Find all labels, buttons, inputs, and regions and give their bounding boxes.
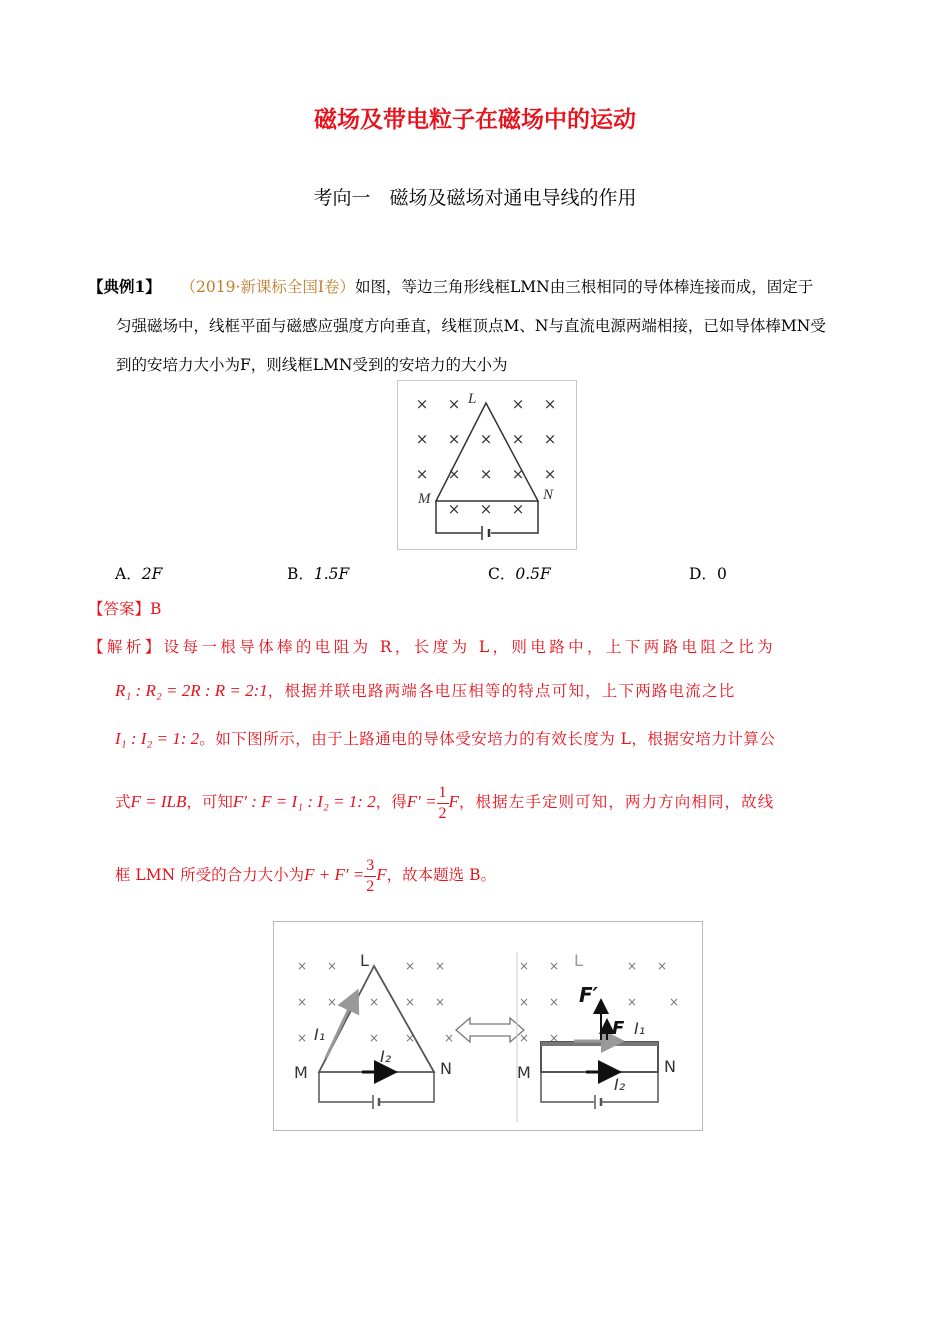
equation-total-force: F + F′ = $\frac{3}{2}$ F xyxy=(304,856,387,895)
svg-text:×: × xyxy=(656,959,668,973)
analysis-line-5: 框 LMN 所受的合力大小为F + F′ = $\frac{3}{2}$ F，故本题选 B。 xyxy=(115,856,496,895)
analysis-line-1: 【解析】设每一根导体棒的电阻为 R，长度为 L，则电路中，上下两路电阻之比为 xyxy=(88,638,777,656)
analysis-line-3: I₁ : I₂ = 1: 2。如下图所示，由于上路通电的导体受安培力的有效长度为 L，根据安培力计算公 xyxy=(115,729,776,748)
svg-text:×: × xyxy=(518,1031,530,1045)
example-text-2: 匀强磁场中，线框平面与磁感应强度方向垂直，线框顶点M、N与直流电源两端相接，已如导体棒MN受 xyxy=(116,317,826,335)
svg-text:×: × xyxy=(626,959,638,973)
svg-text:L: L xyxy=(574,951,583,970)
equation-force-ratio: F′ : F = I₁ : I₂ = 1: 2 xyxy=(232,792,376,811)
svg-text:F: F xyxy=(612,1018,625,1039)
svg-text:×: × xyxy=(543,465,557,483)
svg-text:×: × xyxy=(518,959,530,973)
answer-value: B xyxy=(150,600,162,618)
label-L: L xyxy=(468,391,477,407)
svg-text:×: × xyxy=(447,395,461,413)
triangle-circuit-figure xyxy=(397,380,577,550)
option-d: D．0 xyxy=(689,565,727,583)
svg-text:M: M xyxy=(517,1063,531,1082)
svg-text:×: × xyxy=(326,995,338,1009)
svg-text:F′: F′ xyxy=(579,983,598,1007)
equation-resistance-ratio: R₁ : R₂ = 2R : R = 2:1 xyxy=(115,681,268,700)
section-subtitle: 考向一 磁场及磁场对通电导线的作用 xyxy=(313,187,637,209)
svg-text:×: × xyxy=(404,995,416,1009)
option-b: B．1.5F xyxy=(287,565,350,583)
svg-text:×: × xyxy=(548,959,560,973)
svg-text:×: × xyxy=(296,959,308,973)
svg-text:×: × xyxy=(296,1031,308,1045)
svg-text:×: × xyxy=(511,500,525,518)
svg-text:×: × xyxy=(518,995,530,1009)
svg-text:×: × xyxy=(668,995,680,1009)
svg-text:L: L xyxy=(360,951,369,970)
equation-current-ratio: I₁ : I₂ = 1: 2 xyxy=(115,729,200,748)
svg-text:×: × xyxy=(511,395,525,413)
svg-text:×: × xyxy=(434,959,446,973)
svg-text:M: M xyxy=(294,1063,308,1082)
option-c: C．0.5F xyxy=(488,565,551,583)
svg-text:×: × xyxy=(434,995,446,1009)
svg-text:×: × xyxy=(447,465,461,483)
svg-text:×: × xyxy=(511,430,525,448)
example-line-1 xyxy=(88,277,813,297)
svg-text:×: × xyxy=(296,995,308,1009)
label-N: N xyxy=(543,487,554,503)
svg-text:I₂: I₂ xyxy=(380,1047,392,1066)
svg-text:I₂: I₂ xyxy=(614,1075,626,1094)
example-text-3: 到的安培力大小为F，则线框LMN受到的安培力的大小为 xyxy=(116,356,508,374)
svg-text:×: × xyxy=(447,500,461,518)
example-text-1: 如图，等边三角形线框LMN由三根相同的导体棒连接而成，固定于 xyxy=(355,278,814,296)
svg-text:×: × xyxy=(443,1031,455,1045)
svg-text:×: × xyxy=(447,430,461,448)
equivalence-arrow-icon xyxy=(456,1018,524,1042)
force-analysis-figure xyxy=(273,921,703,1131)
svg-text:×: × xyxy=(415,430,429,448)
figure-2-svg xyxy=(274,922,702,1130)
analysis-line-2: R₁ : R₂ = 2R : R = 2:1，根据并联电路两端各电压相等的特点可知，上下两路电流之比 xyxy=(115,681,736,700)
answer xyxy=(88,599,161,619)
svg-text:×: × xyxy=(415,395,429,413)
svg-text:×: × xyxy=(415,465,429,483)
equation-ampere-force: F = ILB xyxy=(130,792,187,811)
right-frame xyxy=(541,1042,658,1072)
answer-label: 【答案】 xyxy=(88,600,151,618)
svg-text:×: × xyxy=(511,465,525,483)
svg-text:N: N xyxy=(440,1059,452,1078)
svg-text:I₁: I₁ xyxy=(634,1019,646,1038)
figure-1-svg xyxy=(398,381,576,549)
svg-text:N: N xyxy=(664,1057,676,1076)
svg-text:×: × xyxy=(543,395,557,413)
svg-text:×: × xyxy=(548,1031,560,1045)
svg-text:I₁: I₁ xyxy=(314,1025,326,1044)
analysis-line-4: 式F = ILB，可知F′ : F = I₁ : I₂ = 1: 2，得F′ = $\frac{1}{2}$ F，根据左手定则可知，两力方向相同，故线 xyxy=(115,783,775,822)
svg-text:×: × xyxy=(326,959,338,973)
page-title: 磁场及带电粒子在磁场中的运动 xyxy=(314,107,636,133)
svg-text:×: × xyxy=(404,1031,416,1045)
svg-text:×: × xyxy=(626,995,638,1009)
example-label: 【典例1】 xyxy=(88,277,161,296)
equation-f-prime: F′ = $\frac{1}{2}$ F xyxy=(406,783,459,822)
label-M: M xyxy=(418,491,431,507)
svg-text:×: × xyxy=(479,500,493,518)
svg-text:×: × xyxy=(479,465,493,483)
option-a: A．2F xyxy=(115,565,163,583)
svg-text:×: × xyxy=(368,1031,380,1045)
left-triangle xyxy=(319,966,434,1072)
right-crosses xyxy=(519,959,679,1045)
triangle-frame xyxy=(436,403,538,501)
svg-text:×: × xyxy=(404,959,416,973)
example-source: （2019·新课标全国Ⅰ卷） xyxy=(180,278,356,296)
svg-text:×: × xyxy=(368,995,380,1009)
svg-text:×: × xyxy=(543,430,557,448)
svg-text:×: × xyxy=(548,995,560,1009)
svg-text:×: × xyxy=(479,430,493,448)
